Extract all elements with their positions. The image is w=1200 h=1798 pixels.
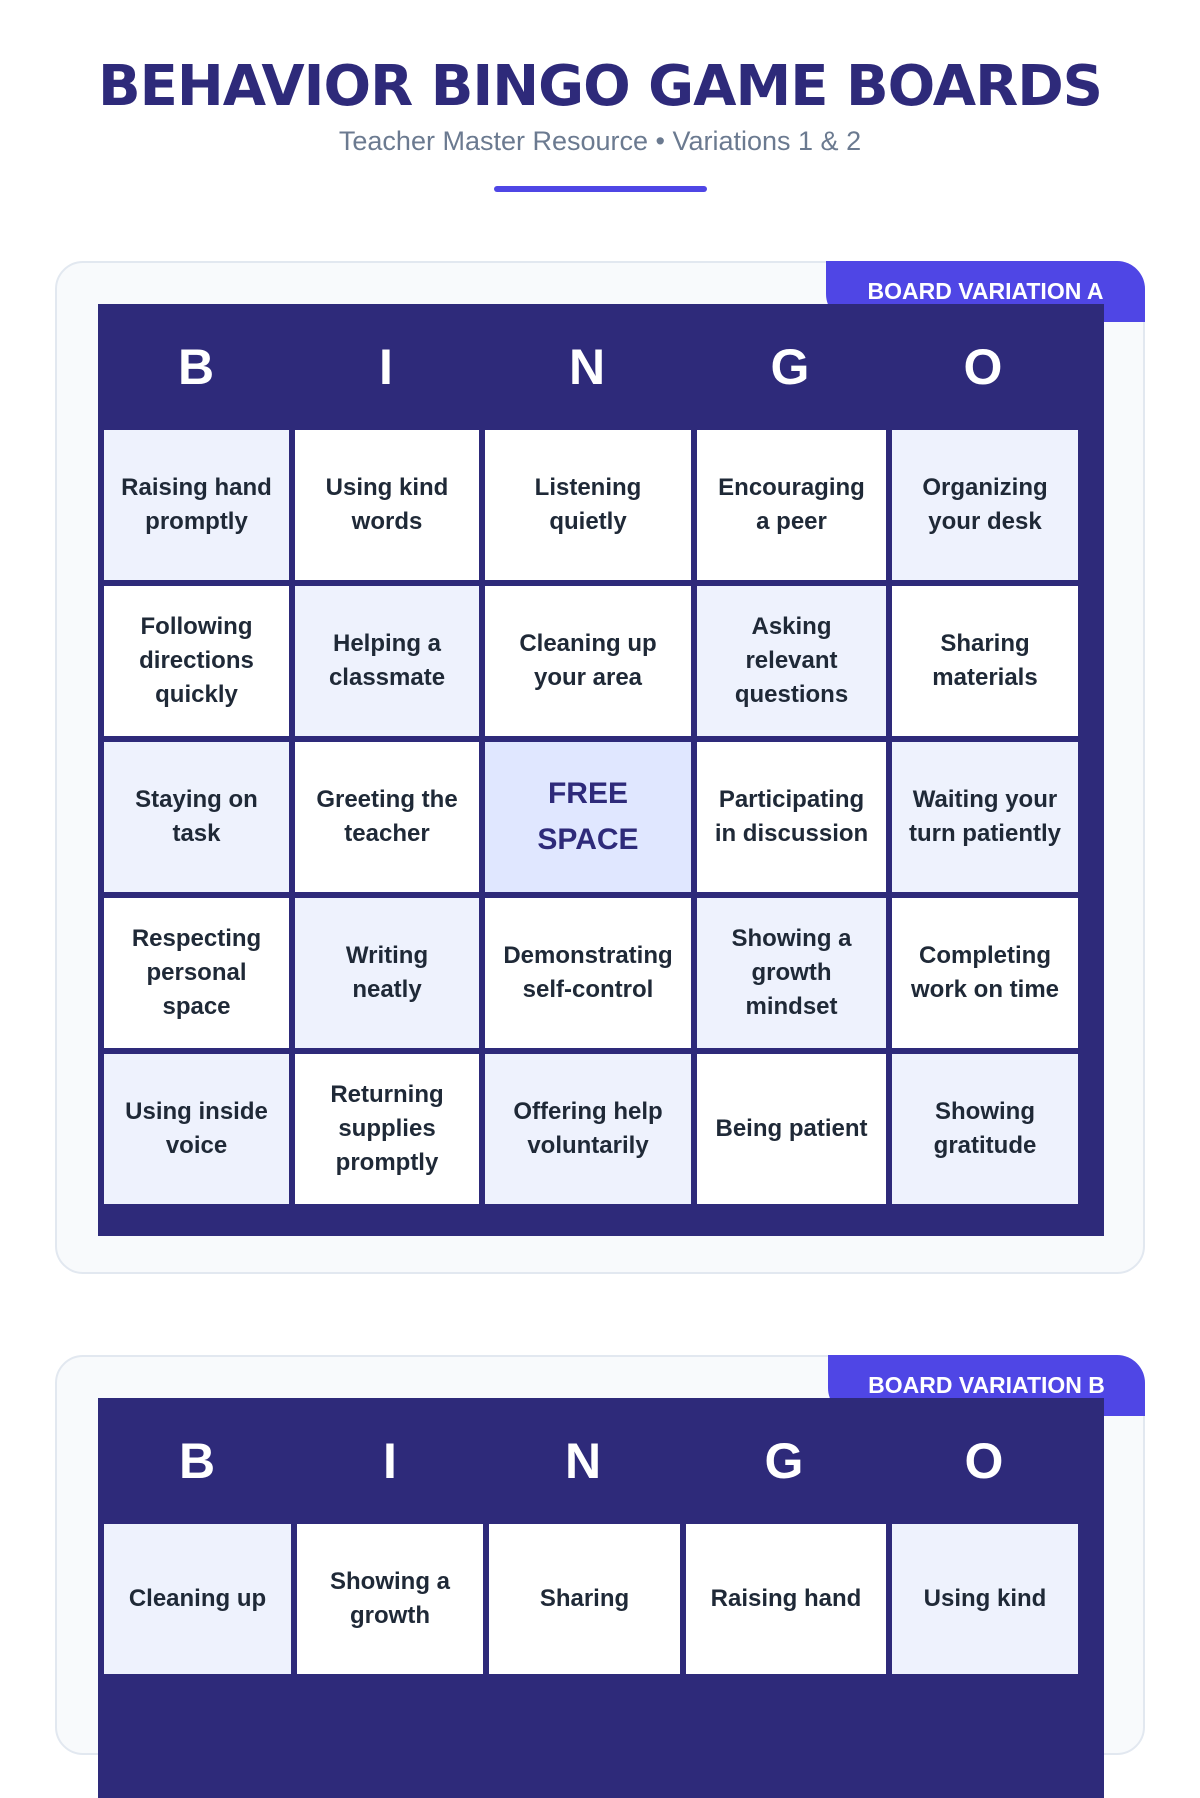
- bingo-cell-label: Listening quietly: [534, 474, 642, 535]
- bingo-cell-label: Writing neatly: [345, 942, 429, 1003]
- bingo-cell-label: Cleaning up your area: [519, 630, 657, 691]
- bingo-cell-label: FREE SPACE: [537, 777, 639, 856]
- free-space-cell[interactable]: [485, 742, 691, 892]
- variation-badge: BOARD VARIATION B: [828, 1355, 1145, 1416]
- bingo-cell-label: Using kind words: [325, 474, 449, 535]
- bingo-cell[interactable]: [104, 1054, 289, 1204]
- bingo-letter-header: [98, 1398, 1104, 1524]
- title-divider: [494, 186, 707, 192]
- bingo-cell-label: Showing a growth: [330, 1568, 450, 1629]
- board-card-variation-a: [55, 261, 1145, 1274]
- bingo-letter-header: [98, 304, 1104, 430]
- bingo-cell[interactable]: [686, 1524, 886, 1674]
- bingo-letter-g: G: [770, 339, 810, 395]
- bingo-cell-label: Asking relevant questions: [734, 613, 849, 708]
- bingo-cell-label: Raising hand promptly: [121, 474, 272, 535]
- bingo-cell[interactable]: [892, 1524, 1078, 1674]
- bingo-board: [98, 1398, 1104, 1798]
- page-title: BEHAVIOR BINGO GAME BOARDS: [97, 54, 1103, 119]
- bingo-cell-label: Staying on task: [135, 786, 258, 847]
- bingo-cell[interactable]: [295, 1054, 479, 1204]
- bingo-cell[interactable]: [697, 430, 886, 580]
- bingo-cell-label: Sharing: [539, 1585, 630, 1612]
- bingo-cell-label: Showing gratitude: [933, 1098, 1037, 1159]
- bingo-letter-g: G: [764, 1433, 804, 1489]
- bingo-letter-n: N: [564, 1433, 602, 1489]
- bingo-cell-label: Organizing your desk: [922, 474, 1048, 535]
- bingo-cell[interactable]: [892, 586, 1078, 736]
- bingo-letter-i: I: [379, 339, 393, 395]
- bingo-cell[interactable]: [892, 1054, 1078, 1204]
- bingo-cell[interactable]: [295, 430, 479, 580]
- bingo-cell-label: Greeting the teacher: [316, 786, 458, 847]
- bingo-cell-label: Being patient: [715, 1115, 868, 1142]
- bingo-letter-b: B: [178, 1433, 216, 1489]
- bingo-cell-label: Sharing materials: [932, 630, 1038, 691]
- bingo-cell-label: Using kind: [923, 1585, 1047, 1612]
- bingo-cell[interactable]: [104, 742, 289, 892]
- bingo-letter-i: I: [383, 1433, 397, 1489]
- bingo-cell[interactable]: [104, 898, 289, 1048]
- bingo-cell[interactable]: [489, 1524, 680, 1674]
- bingo-cell[interactable]: [295, 898, 479, 1048]
- bingo-cell-label: Respecting personal space: [131, 925, 262, 1020]
- bingo-letter-o: O: [964, 1433, 1004, 1489]
- bingo-cell-label: Showing a growth mindset: [731, 925, 852, 1020]
- bingo-cell[interactable]: [104, 430, 289, 580]
- bingo-cell[interactable]: [892, 898, 1078, 1048]
- bingo-cell[interactable]: [485, 586, 691, 736]
- bingo-cell[interactable]: [697, 742, 886, 892]
- bingo-cell-label: Helping a classmate: [328, 630, 446, 691]
- bingo-cell[interactable]: [892, 430, 1078, 580]
- page-subtitle: Teacher Master Resource • Variations 1 & 2: [338, 126, 862, 156]
- bingo-cell-label: Waiting your turn patiently: [908, 786, 1061, 847]
- bingo-cell-label: Returning supplies promptly: [330, 1081, 444, 1176]
- bingo-board: [98, 304, 1104, 1236]
- bingo-cell-label: Encouraging a peer: [718, 474, 865, 535]
- bingo-cell[interactable]: [104, 586, 289, 736]
- bingo-letter-b: B: [177, 339, 215, 395]
- bingo-cell[interactable]: [485, 898, 691, 1048]
- bingo-cell[interactable]: [485, 1054, 691, 1204]
- bingo-cell-label: Cleaning up: [128, 1585, 267, 1612]
- bingo-cell[interactable]: [295, 742, 479, 892]
- bingo-cell[interactable]: [485, 430, 691, 580]
- bingo-cell-label: Completing work on time: [910, 942, 1060, 1003]
- bingo-cell[interactable]: [697, 1054, 886, 1204]
- bingo-cell-label: Following directions quickly: [139, 613, 254, 708]
- bingo-cell[interactable]: [295, 586, 479, 736]
- bingo-cell-label: Offering help voluntarily: [513, 1098, 663, 1159]
- board-card-variation-b: [55, 1355, 1145, 1755]
- bingo-cell-label: Demonstrating self-control: [503, 942, 673, 1003]
- bingo-cell-label: Raising hand: [710, 1585, 862, 1612]
- bingo-cell[interactable]: [892, 742, 1078, 892]
- bingo-letter-n: N: [568, 339, 606, 395]
- bingo-cell-label: Using inside voice: [125, 1098, 268, 1159]
- bingo-cell[interactable]: [104, 1524, 291, 1674]
- bingo-cell-label: Participating in discussion: [714, 786, 869, 847]
- variation-badge: BOARD VARIATION A: [826, 261, 1145, 322]
- bingo-cell[interactable]: [697, 586, 886, 736]
- bingo-letter-o: O: [963, 339, 1003, 395]
- bingo-cell[interactable]: [697, 898, 886, 1048]
- bingo-cell[interactable]: [297, 1524, 483, 1674]
